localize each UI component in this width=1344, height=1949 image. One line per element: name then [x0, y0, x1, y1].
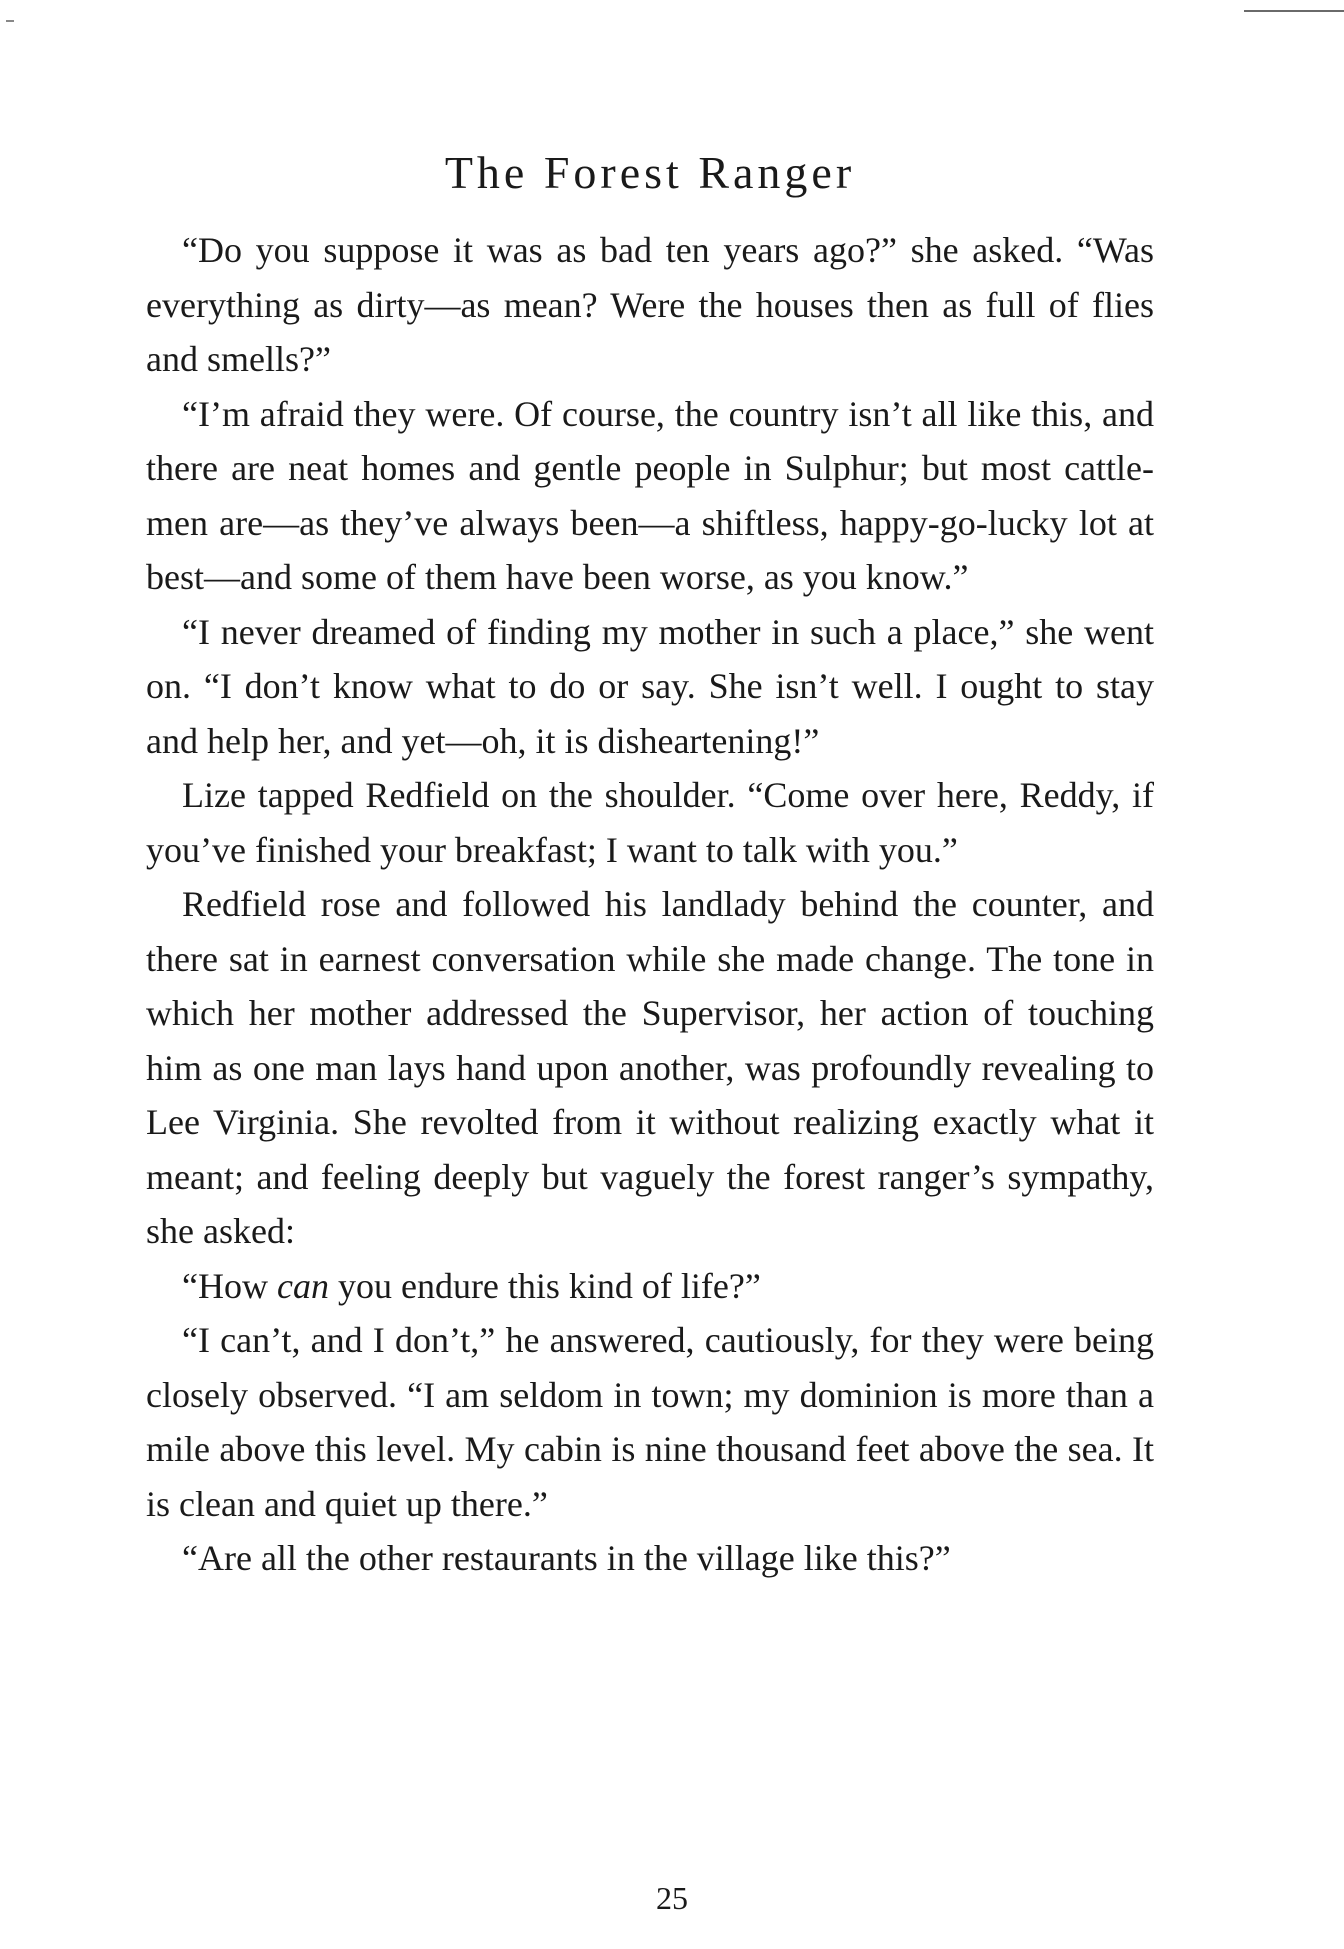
- scan-edge-rule: [1244, 10, 1344, 12]
- question-text-before: “How: [182, 1265, 277, 1306]
- page-number: 25: [656, 1880, 688, 1916]
- paragraph: “I’m afraid they were. Of course, the country isn’t all like this, and there are neat homes and gentle people in Sulphur; but most cattle-men are—as they’ve always been—a shiftless, happy-go-lucky lot at best—and some of them have been worse, as you know.”: [146, 393, 1154, 597]
- running-head: The Forest Ranger: [444, 147, 856, 198]
- scan-edge-mark: [6, 20, 14, 22]
- page-body: [146, 223, 1154, 1586]
- paragraph: “I can’t, and I don’t,” he answered, cautiously, for they were being closely observed. “I am seldom in town; my dominion is more than a mile above this level. My cabin is nine thousand feet above the sea. It is clean and quiet up there.”: [146, 1320, 1154, 1524]
- question-emphasis: can: [276, 1265, 329, 1306]
- paragraph: “Are all the other restaurants in the village like this?”: [182, 1538, 951, 1578]
- book-page: [146, 145, 1154, 1586]
- question-text-after: you endure this kind of life?”: [328, 1265, 761, 1306]
- paragraph: Lize tapped Redfield on the shoulder. “Come over here, Reddy, if you’ve finished your breakfast; I want to talk with you.”: [146, 775, 1154, 870]
- paragraph: Redfield rose and followed his landlady behind the counter, and there sat in earnest conversation while she made change. The tone in which her mother addressed the Supervisor, her action of touching him as one man lays hand upon another, was profoundly revealing to Lee Virginia. She revolted from it without realizing exactly what it meant; and feeling deeply but vaguely the forest ranger’s sympathy, she asked:: [146, 884, 1154, 1251]
- paragraph: “I never dreamed of finding my mother in such a place,” she went on. “I don’t know what to do or say. She isn’t well. I ought to stay and help her, and yet—oh, it is disheartening!”: [146, 611, 1154, 761]
- paragraph: “Do you suppose it was as bad ten years ago?” she asked. “Was everything as dirty—as mean? Were the houses then as full of flies and smells?”: [146, 230, 1154, 379]
- paragraph-question: [146, 1259, 1154, 1314]
